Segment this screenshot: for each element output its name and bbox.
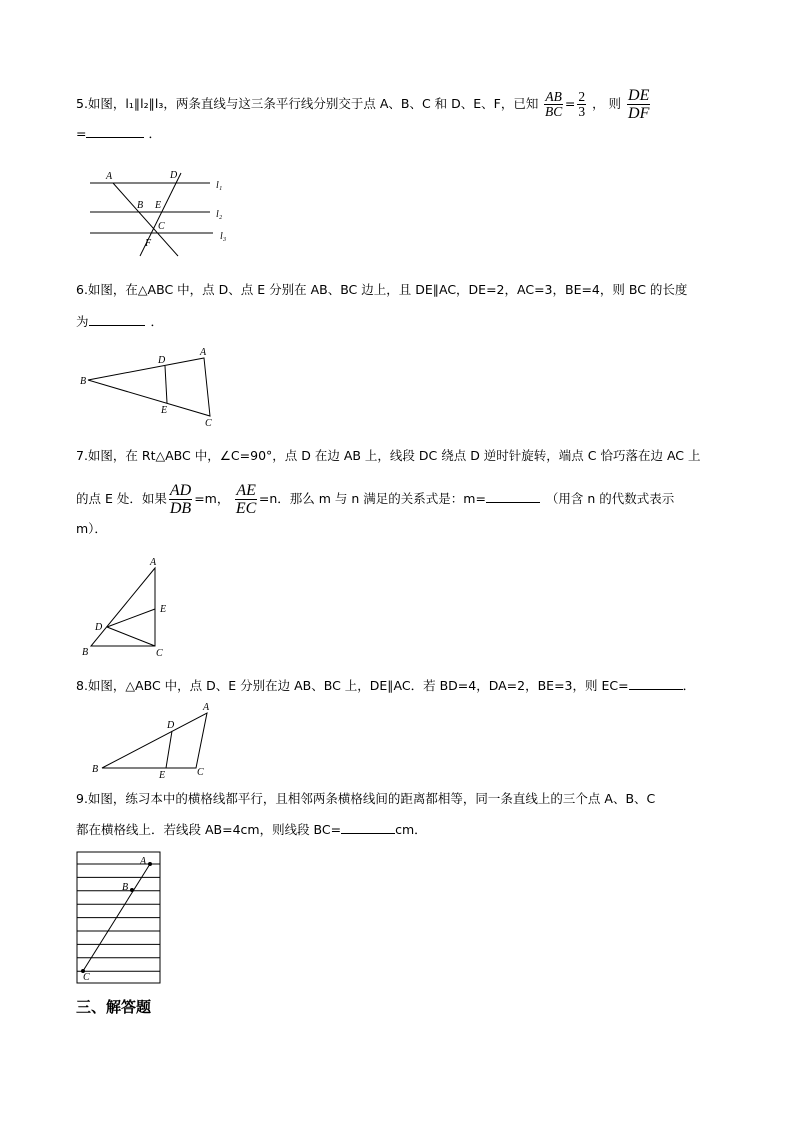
q5-fraction-2-3: $\frac{2}{3}$ <box>578 89 586 119</box>
q7-line3: m）． <box>76 521 107 536</box>
q5-label-f: F <box>145 238 152 249</box>
q5-fraction-de-df: $\frac{DE}{DF}$ <box>628 87 650 122</box>
q9-point-b <box>130 888 134 892</box>
q7-label-a: A <box>150 557 157 568</box>
q8-label-d: D <box>167 720 175 731</box>
q9-label-c: C <box>83 972 90 983</box>
q5-line2: = ． <box>76 126 161 141</box>
q8-label-c: C <box>197 767 204 778</box>
q9-label-b: B <box>122 882 129 893</box>
q5-label-l2: l₂ <box>216 209 223 220</box>
q5-label-d: D <box>170 170 178 181</box>
q7-line2: 的点 E 处．如果 $\frac{AD}{DB}$ =m， $\frac{AE}{EC}$ =n．那么 m 与 n 满足的关系式是：m= （用含 n 的代数式表示 <box>76 482 675 517</box>
q9-ruled-lines <box>77 864 160 971</box>
q7-label-e: E <box>160 604 167 615</box>
q7-line1: 7.如图，在 Rt△ABC 中，∠C=90°，点 D 在边 AB 上，线段 DC 绕点 D 逆时针旋转，端点 C 恰巧落在边 AC 上 <box>76 448 701 463</box>
q7-fraction-ae-ec: $\frac{AE}{EC}$ <box>235 482 257 517</box>
q5-label-e: E <box>155 200 162 211</box>
q8-label-b: B <box>92 764 99 775</box>
q5-label-l1: l₁ <box>216 180 223 191</box>
q7-label-d: D <box>95 622 103 633</box>
q8-label-e: E <box>159 770 166 781</box>
section-heading: 三、解答题 <box>76 998 152 1016</box>
q5-line1: 5.如图，l₁∥l₂∥l₃，两条直线与这三条平行线分别交于点 A、B、C 和 D、E、F，已知 $\frac{AB}{BC}$ = $\frac{2}{3}$ ， 则 $\frac{DE}{DF}$ <box>76 87 650 122</box>
q6-line1: 6.如图，在△ABC 中，点 D、点 E 分别在 AB、BC 边上，且 DE∥AC，DE=2，AC=3，BE=4，则 BC 的长度 <box>76 282 688 297</box>
q9-point-a <box>148 862 152 866</box>
q6-label-b: B <box>80 376 87 387</box>
q5-label-c: C <box>158 221 165 232</box>
q5-label-b: B <box>137 200 144 211</box>
q6-label-c: C <box>205 418 212 429</box>
q6-label-e: E <box>161 405 168 416</box>
q7-fraction-ad-db: $\frac{AD}{DB}$ <box>169 482 192 517</box>
q5-fraction-ab-bc: $\frac{AB}{BC}$ <box>544 89 563 119</box>
q6-label-d: D <box>158 355 166 366</box>
q5-label-a: A <box>106 171 113 182</box>
q9-line1: 9.如图，练习本中的横格线都平行，且相邻两条横格线间的距离都相等，同一条直线上的三个点 A、B、C <box>76 791 656 806</box>
q8-label-a: A <box>203 702 210 713</box>
q6-line2: 为 ． <box>76 314 164 329</box>
q9-line2: 都在横格线上．若线段 AB=4cm，则线段 BC= cm． <box>76 822 427 837</box>
q6-label-a: A <box>200 347 207 358</box>
q7-label-b: B <box>82 647 89 658</box>
q7-label-c: C <box>156 648 163 659</box>
q9-label-a: A <box>140 856 147 867</box>
q5-label-l3: l₃ <box>220 231 227 242</box>
q8-line1: 8.如图，△ABC 中，点 D、E 分别在边 AB、BC 上，DE∥AC．若 BD=4，DA=2，BE=3，则 EC= ． <box>76 678 696 693</box>
